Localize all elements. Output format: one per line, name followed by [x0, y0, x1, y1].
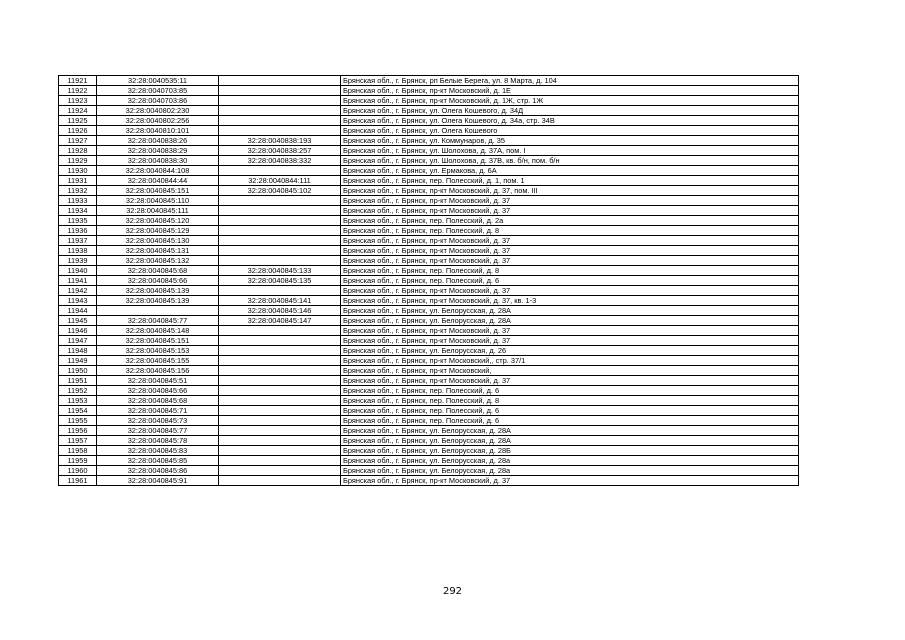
address-cell: Брянская обл., г. Брянск, пер. Полесский, д. 6 [341, 416, 799, 426]
table-row [59, 246, 799, 256]
row-number-cell: 11925 [59, 116, 97, 126]
table-row [59, 346, 799, 356]
cadastral-number-cell: 32:28:0040845:73 [97, 416, 219, 426]
address-cell: Брянская обл., г. Брянск, пр-кт Московский, д. 37 [341, 246, 799, 256]
linked-cadastral-number-cell: 32:28:0040845:146 [219, 306, 341, 316]
table-row [59, 446, 799, 456]
address-cell: Брянская обл., г. Брянск, ул. Белорусская, д. 26 [341, 346, 799, 356]
table-row [59, 386, 799, 396]
table-row [59, 476, 799, 486]
address-cell: Брянская обл., г. Брянск, пер. Полесский, д. 8 [341, 266, 799, 276]
linked-cadastral-number-cell [219, 206, 341, 216]
cadastral-number-cell: 32:28:0040802:256 [97, 116, 219, 126]
linked-cadastral-number-cell [219, 326, 341, 336]
row-number-cell: 11942 [59, 286, 97, 296]
linked-cadastral-number-cell [219, 126, 341, 136]
cadastral-number-cell: 32:28:0040802:230 [97, 106, 219, 116]
linked-cadastral-number-cell [219, 286, 341, 296]
linked-cadastral-number-cell [219, 466, 341, 476]
table-row [59, 366, 799, 376]
cadastral-number-cell: 32:28:0040845:120 [97, 216, 219, 226]
address-cell: Брянская обл., г. Брянск, пр-кт Московский, д. 37 [341, 336, 799, 346]
cadastral-number-cell: 32:28:0040838:26 [97, 136, 219, 146]
address-cell: Брянская обл., г. Брянск, ул. Белорусская, д. 28А [341, 426, 799, 436]
row-number-cell: 11949 [59, 356, 97, 366]
row-number-cell: 11932 [59, 186, 97, 196]
linked-cadastral-number-cell [219, 366, 341, 376]
row-number-cell: 11931 [59, 176, 97, 186]
linked-cadastral-number-cell [219, 426, 341, 436]
row-number-cell: 11928 [59, 146, 97, 156]
linked-cadastral-number-cell [219, 236, 341, 246]
row-number-cell: 11948 [59, 346, 97, 356]
linked-cadastral-number-cell: 32:28:0040845:135 [219, 276, 341, 286]
linked-cadastral-number-cell: 32:28:0040838:257 [219, 146, 341, 156]
cadastral-number-cell: 32:28:0040703:86 [97, 96, 219, 106]
address-cell: Брянская обл., г. Брянск, пер. Полесский, д. 8 [341, 226, 799, 236]
table-row [59, 176, 799, 186]
linked-cadastral-number-cell [219, 226, 341, 236]
row-number-cell: 11956 [59, 426, 97, 436]
row-number-cell: 11930 [59, 166, 97, 176]
table-row [59, 436, 799, 446]
table-row [59, 466, 799, 476]
address-cell: Брянская обл., г. Брянск, пр-кт Московский, д. 37 [341, 206, 799, 216]
cadastral-number-cell: 32:28:0040845:66 [97, 386, 219, 396]
table-row [59, 206, 799, 216]
table-row [59, 416, 799, 426]
address-cell: Брянская обл., г. Брянск, пр-кт Московский, [341, 366, 799, 376]
address-cell: Брянская обл., г. Брянск, рп Белые Берега, ул. 8 Марта, д. 104 [341, 76, 799, 86]
row-number-cell: 11946 [59, 326, 97, 336]
address-cell: Брянская обл., г. Брянск, пер. Полесский, д. 2а [341, 216, 799, 226]
linked-cadastral-number-cell [219, 436, 341, 446]
table-row [59, 316, 799, 326]
row-number-cell: 11934 [59, 206, 97, 216]
cadastral-number-cell [97, 306, 219, 316]
linked-cadastral-number-cell [219, 396, 341, 406]
table-row [59, 306, 799, 316]
linked-cadastral-number-cell [219, 386, 341, 396]
row-number-cell: 11952 [59, 386, 97, 396]
address-cell: Брянская обл., г. Брянск, пр-кт Московский, д. 37 [341, 376, 799, 386]
address-cell: Брянская обл., г. Брянск, пр-кт Московский, д. 37, кв. 1-3 [341, 296, 799, 306]
linked-cadastral-number-cell [219, 416, 341, 426]
cadastral-number-cell: 32:28:0040845:86 [97, 466, 219, 476]
cadastral-number-cell: 32:28:0040838:30 [97, 156, 219, 166]
table-row [59, 156, 799, 166]
address-cell: Брянская обл., г. Брянск, ул. Белорусская, д. 28А [341, 436, 799, 446]
address-cell: Брянская обл., г. Брянск, ул. Белорусская, д. 28А [341, 316, 799, 326]
cadastral-number-cell: 32:28:0040845:71 [97, 406, 219, 416]
address-cell: Брянская обл., г. Брянск, ул. Шолохова, д. 37А, пом. I [341, 146, 799, 156]
row-number-cell: 11944 [59, 306, 97, 316]
address-cell: Брянская обл., г. Брянск, ул. Белорусская, д. 28А [341, 306, 799, 316]
row-number-cell: 11937 [59, 236, 97, 246]
linked-cadastral-number-cell [219, 446, 341, 456]
address-cell: Брянская обл., г. Брянск, ул. Олега Кошевого, д. 34Д [341, 106, 799, 116]
table-row [59, 106, 799, 116]
cadastral-number-cell: 32:28:0040845:68 [97, 396, 219, 406]
address-cell: Брянская обл., г. Брянск, пр-кт Московский, д. 37 [341, 326, 799, 336]
cadastral-number-cell: 32:28:0040845:151 [97, 336, 219, 346]
address-cell: Брянская обл., г. Брянск, пр-кт Московский, д. 1Ж, стр. 1Ж [341, 96, 799, 106]
table-row [59, 136, 799, 146]
table-row [59, 216, 799, 226]
row-number-cell: 11921 [59, 76, 97, 86]
address-cell: Брянская обл., г. Брянск, пер. Полесский, д. 6 [341, 276, 799, 286]
linked-cadastral-number-cell: 32:28:0040838:332 [219, 156, 341, 166]
linked-cadastral-number-cell [219, 376, 341, 386]
cadastral-number-cell: 32:28:0040844:108 [97, 166, 219, 176]
linked-cadastral-number-cell [219, 86, 341, 96]
cadastral-number-cell: 32:28:0040845:139 [97, 286, 219, 296]
address-cell: Брянская обл., г. Брянск, ул. Шолохова, д. 37В, кв. б/н, пом. б/н [341, 156, 799, 166]
cadastral-number-cell: 32:28:0040845:148 [97, 326, 219, 336]
row-number-cell: 11953 [59, 396, 97, 406]
address-cell: Брянская обл., г. Брянск, ул. Ермакова, д. 6А [341, 166, 799, 176]
row-number-cell: 11955 [59, 416, 97, 426]
row-number-cell: 11940 [59, 266, 97, 276]
linked-cadastral-number-cell [219, 196, 341, 206]
linked-cadastral-number-cell [219, 76, 341, 86]
cadastral-number-cell: 32:28:0040845:155 [97, 356, 219, 366]
table-row [59, 406, 799, 416]
linked-cadastral-number-cell [219, 246, 341, 256]
table-row [59, 356, 799, 366]
cadastral-number-cell: 32:28:0040845:151 [97, 186, 219, 196]
table-row [59, 296, 799, 306]
table-row [59, 326, 799, 336]
table-row [59, 376, 799, 386]
linked-cadastral-number-cell: 32:28:0040845:133 [219, 266, 341, 276]
linked-cadastral-number-cell [219, 106, 341, 116]
address-cell: Брянская обл., г. Брянск, пер. Полесский, д. 8 [341, 396, 799, 406]
cadastral-number-cell: 32:28:0040838:29 [97, 146, 219, 156]
cadastral-number-cell: 32:28:0040845:132 [97, 256, 219, 266]
row-number-cell: 11957 [59, 436, 97, 446]
row-number-cell: 11926 [59, 126, 97, 136]
cadastral-number-cell: 32:28:0040810:101 [97, 126, 219, 136]
row-number-cell: 11961 [59, 476, 97, 486]
table-row [59, 196, 799, 206]
table-row [59, 86, 799, 96]
cadastral-number-cell: 32:28:0040845:130 [97, 236, 219, 246]
row-number-cell: 11927 [59, 136, 97, 146]
row-number-cell: 11950 [59, 366, 97, 376]
row-number-cell: 11951 [59, 376, 97, 386]
cadastral-number-cell: 32:28:0040845:110 [97, 196, 219, 206]
linked-cadastral-number-cell [219, 346, 341, 356]
cadastral-number-cell: 32:28:0040535:11 [97, 76, 219, 86]
address-cell: Брянская обл., г. Брянск, пер. Полесский, д. 1, пом. 1 [341, 176, 799, 186]
linked-cadastral-number-cell [219, 216, 341, 226]
table-row [59, 286, 799, 296]
row-number-cell: 11929 [59, 156, 97, 166]
row-number-cell: 11938 [59, 246, 97, 256]
table-row [59, 186, 799, 196]
cadastral-number-cell: 32:28:0040845:129 [97, 226, 219, 236]
cadastral-number-cell: 32:28:0040845:78 [97, 436, 219, 446]
address-cell: Брянская обл., г. Брянск, ул. Белорусская, д. 28а [341, 456, 799, 466]
table-row [59, 226, 799, 236]
address-cell: Брянская обл., г. Брянск, пр-кт Московский, д. 37 [341, 476, 799, 486]
row-number-cell: 11939 [59, 256, 97, 266]
cadastral-number-cell: 32:28:0040845:83 [97, 446, 219, 456]
address-cell: Брянская обл., г. Брянск, пр-кт Московский,, стр. 37/1 [341, 356, 799, 366]
cadastral-number-cell: 32:28:0040845:77 [97, 426, 219, 436]
cadastral-number-cell: 32:28:0040845:51 [97, 376, 219, 386]
linked-cadastral-number-cell [219, 476, 341, 486]
address-cell: Брянская обл., г. Брянск, пр-кт Московский, д. 37, пом. III [341, 186, 799, 196]
row-number-cell: 11945 [59, 316, 97, 326]
table-row [59, 116, 799, 126]
address-cell: Брянская обл., г. Брянск, ул. Олега Кошевого [341, 126, 799, 136]
row-number-cell: 11924 [59, 106, 97, 116]
address-cell: Брянская обл., г. Брянск, пр-кт Московский, д. 1Е [341, 86, 799, 96]
address-cell: Брянская обл., г. Брянск, пр-кт Московский, д. 37 [341, 236, 799, 246]
address-cell: Брянская обл., г. Брянск, пер. Полесский, д. 6 [341, 406, 799, 416]
address-cell: Брянская обл., г. Брянск, ул. Белорусская, д. 28а [341, 466, 799, 476]
table-row [59, 276, 799, 286]
address-cell: Брянская обл., г. Брянск, пр-кт Московский, д. 37 [341, 256, 799, 266]
cadastral-number-cell: 32:28:0040844:44 [97, 176, 219, 186]
cadastral-number-cell: 32:28:0040845:68 [97, 266, 219, 276]
row-number-cell: 11923 [59, 96, 97, 106]
linked-cadastral-number-cell [219, 166, 341, 176]
cadastral-number-cell: 32:28:0040845:66 [97, 276, 219, 286]
row-number-cell: 11922 [59, 86, 97, 96]
linked-cadastral-number-cell [219, 336, 341, 346]
address-cell: Брянская обл., г. Брянск, ул. Белорусская, д. 28Б [341, 446, 799, 456]
linked-cadastral-number-cell [219, 356, 341, 366]
table-row [59, 146, 799, 156]
linked-cadastral-number-cell: 32:28:0040844:111 [219, 176, 341, 186]
row-number-cell: 11958 [59, 446, 97, 456]
cadastral-number-cell: 32:28:0040845:111 [97, 206, 219, 216]
cadastral-number-cell: 32:28:0040703:85 [97, 86, 219, 96]
row-number-cell: 11959 [59, 456, 97, 466]
address-cell: Брянская обл., г. Брянск, пер. Полесский, д. 6 [341, 386, 799, 396]
cadastral-number-cell: 32:28:0040845:156 [97, 366, 219, 376]
row-number-cell: 11935 [59, 216, 97, 226]
cadastral-number-cell: 32:28:0040845:153 [97, 346, 219, 356]
row-number-cell: 11954 [59, 406, 97, 416]
cadastral-number-cell: 32:28:0040845:85 [97, 456, 219, 466]
cadastral-number-cell: 32:28:0040845:139 [97, 296, 219, 306]
table-row [59, 256, 799, 266]
row-number-cell: 11947 [59, 336, 97, 346]
table-row [59, 266, 799, 276]
table-row [59, 396, 799, 406]
linked-cadastral-number-cell [219, 406, 341, 416]
address-cell: Брянская обл., г. Брянск, пр-кт Московский, д. 37 [341, 196, 799, 206]
table-row [59, 236, 799, 246]
page-number: 292 [442, 586, 463, 597]
cadastral-number-cell: 32:28:0040845:77 [97, 316, 219, 326]
table-row [59, 166, 799, 176]
linked-cadastral-number-cell: 32:28:0040845:102 [219, 186, 341, 196]
table-row [59, 456, 799, 466]
address-cell: Брянская обл., г. Брянск, ул. Коммунаров, д. 35 [341, 136, 799, 146]
row-number-cell: 11936 [59, 226, 97, 236]
table-body [59, 76, 799, 486]
property-registry-table [58, 75, 799, 486]
linked-cadastral-number-cell [219, 456, 341, 466]
linked-cadastral-number-cell: 32:28:0040845:147 [219, 316, 341, 326]
table-row [59, 426, 799, 436]
address-cell: Брянская обл., г. Брянск, ул. Олега Кошевого, д. 34а, стр. 34В [341, 116, 799, 126]
table-row [59, 126, 799, 136]
table-row [59, 336, 799, 346]
linked-cadastral-number-cell [219, 256, 341, 266]
linked-cadastral-number-cell [219, 96, 341, 106]
address-cell: Брянская обл., г. Брянск, пр-кт Московский, д. 37 [341, 286, 799, 296]
row-number-cell: 11933 [59, 196, 97, 206]
linked-cadastral-number-cell: 32:28:0040838:193 [219, 136, 341, 146]
linked-cadastral-number-cell: 32:28:0040845:141 [219, 296, 341, 306]
row-number-cell: 11960 [59, 466, 97, 476]
table-row [59, 96, 799, 106]
cadastral-number-cell: 32:28:0040845:91 [97, 476, 219, 486]
linked-cadastral-number-cell [219, 116, 341, 126]
table-row [59, 76, 799, 86]
cadastral-number-cell: 32:28:0040845:131 [97, 246, 219, 256]
row-number-cell: 11943 [59, 296, 97, 306]
row-number-cell: 11941 [59, 276, 97, 286]
